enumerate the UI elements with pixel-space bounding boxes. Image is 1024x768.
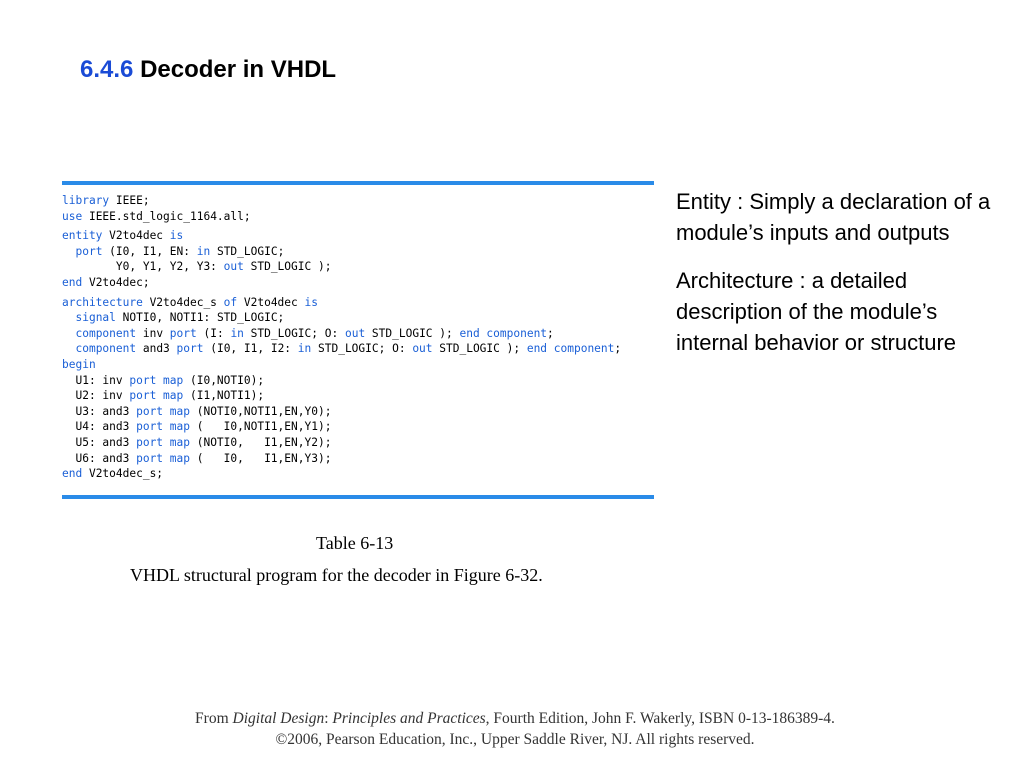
code-text: V2to4dec; [82, 275, 150, 289]
code-text: NOTI0, NOTI1: STD_LOGIC; [115, 311, 285, 325]
code-line [62, 451, 621, 467]
code-text: inv [136, 326, 170, 340]
code-text: STD_LOGIC ); [432, 342, 527, 356]
code-keyword: end component [526, 342, 615, 356]
code-line [62, 466, 621, 482]
code-line [62, 419, 621, 435]
entity-note: Entity : Simply a declaration of a module’s inputs and outputs [676, 189, 991, 245]
code-text: (I: [196, 326, 231, 340]
code-text: U1: inv [62, 373, 130, 387]
footer-sep: : [324, 710, 333, 727]
code-text: ( I0, I1,EN,Y3); [189, 451, 332, 465]
code-text: STD_LOGIC ); [243, 260, 332, 274]
code-text [62, 311, 75, 324]
table-label: Table 6-13 [316, 533, 394, 553]
code-line [62, 373, 621, 389]
section-number: 6.4.6 [80, 56, 134, 83]
code-text: STD_LOGIC; [210, 244, 285, 258]
footer-line-1 [130, 708, 900, 729]
code-text: V2to4dec_s [142, 295, 224, 309]
code-text: (I0, I1, I2: [203, 342, 298, 356]
code-text: IEEE; [109, 194, 150, 207]
code-keyword: in [297, 342, 312, 356]
notes-panel [676, 186, 1006, 375]
code-keyword: of [223, 295, 238, 309]
code-text: STD_LOGIC; O: [243, 326, 345, 340]
footer-from: From [195, 710, 233, 727]
code-keyword: component [75, 342, 137, 356]
footer-credit [130, 708, 900, 750]
code-text: V2to4dec [237, 295, 305, 309]
code-text: ( I0,NOTI1,EN,Y1); [189, 420, 332, 434]
code-text: (I1,NOTI1); [183, 389, 265, 403]
code-line [62, 341, 621, 357]
code-text: ; [547, 326, 554, 340]
code-keyword: is [304, 295, 318, 309]
code-text: U6: and3 [62, 451, 137, 465]
code-keyword: component [75, 326, 137, 340]
footer-line-2: ©2006, Pearson Education, Inc., Upper Saddle River, NJ. All rights reserved. [275, 731, 755, 748]
code-line [62, 244, 621, 260]
code-keyword: port [169, 326, 197, 340]
code-keyword: out [412, 342, 433, 356]
code-line [62, 295, 621, 311]
code-line [62, 326, 621, 342]
code-line [62, 435, 621, 451]
code-text: V2to4dec_s; [82, 467, 164, 481]
code-keyword: port map [129, 389, 184, 403]
code-line [62, 310, 621, 326]
code-text: U3: and3 [62, 404, 137, 418]
code-line [62, 275, 621, 291]
code-text: STD_LOGIC; O: [311, 342, 413, 356]
code-keyword: in [196, 244, 211, 258]
code-line [62, 228, 621, 244]
code-line [62, 193, 621, 209]
code-keyword: entity [62, 229, 103, 243]
code-text: Y0, Y1, Y2, Y3: [62, 260, 224, 274]
slide-title [80, 56, 336, 84]
code-text: (I0,NOTI0); [183, 373, 265, 387]
code-keyword: architecture [62, 295, 143, 309]
code-text: ; [614, 342, 622, 356]
code-text: U2: inv [62, 389, 130, 403]
code-text: STD_LOGIC ); [365, 326, 460, 340]
code-text: (I0, I1, EN: [102, 244, 197, 258]
code-keyword: end component [459, 326, 548, 340]
code-keyword: port [75, 244, 103, 258]
code-line [62, 388, 621, 404]
code-keyword: port map [129, 373, 184, 387]
footer-book-title: Digital Design [232, 710, 325, 727]
code-keyword: is [169, 229, 184, 243]
code-text: IEEE.std_logic_1164.all; [82, 209, 251, 223]
code-text: U4: and3 [62, 420, 137, 434]
code-text: (NOTI0,NOTI1,EN,Y0); [189, 404, 332, 418]
code-line [62, 209, 621, 225]
code-keyword: in [230, 326, 244, 340]
bottom-rule [62, 495, 654, 499]
code-keyword: library [62, 194, 110, 207]
code-listing [62, 181, 654, 499]
code-line [62, 404, 621, 420]
code-keyword: end [62, 275, 83, 289]
code-keyword: out [223, 260, 244, 274]
code-keyword: begin [62, 357, 96, 371]
section-title: Decoder in VHDL [140, 56, 337, 83]
code-keyword: port map [136, 404, 190, 418]
footer-book-subtitle: Principles and Practices [332, 710, 486, 727]
code-text [62, 327, 75, 340]
code-keyword: port map [136, 435, 190, 449]
code-keyword: signal [75, 311, 116, 325]
code-block [62, 193, 621, 482]
architecture-note: Architecture : a detailed description of the module’s internal behavior or structure [676, 268, 957, 355]
footer-edition: , Fourth Edition, John F. Wakerly, ISBN 0-13-186389-4. [485, 710, 835, 727]
top-rule [62, 181, 654, 185]
code-line [62, 259, 621, 275]
code-text: U5: and3 [62, 435, 137, 449]
code-keyword: end [62, 467, 83, 481]
code-text: (NOTI0, I1,EN,Y2); [189, 435, 332, 449]
code-text [62, 245, 75, 258]
code-keyword: port [176, 342, 204, 356]
code-text: V2to4dec [102, 229, 170, 243]
code-keyword: out [344, 326, 366, 340]
code-text: and3 [136, 342, 177, 356]
code-line [62, 357, 621, 373]
code-keyword: port map [136, 420, 190, 434]
code-keyword: port map [136, 451, 190, 465]
table-caption: VHDL structural program for the decoder in Figure 6-32. [130, 565, 543, 585]
code-keyword: use [62, 209, 83, 223]
code-text [62, 342, 75, 355]
